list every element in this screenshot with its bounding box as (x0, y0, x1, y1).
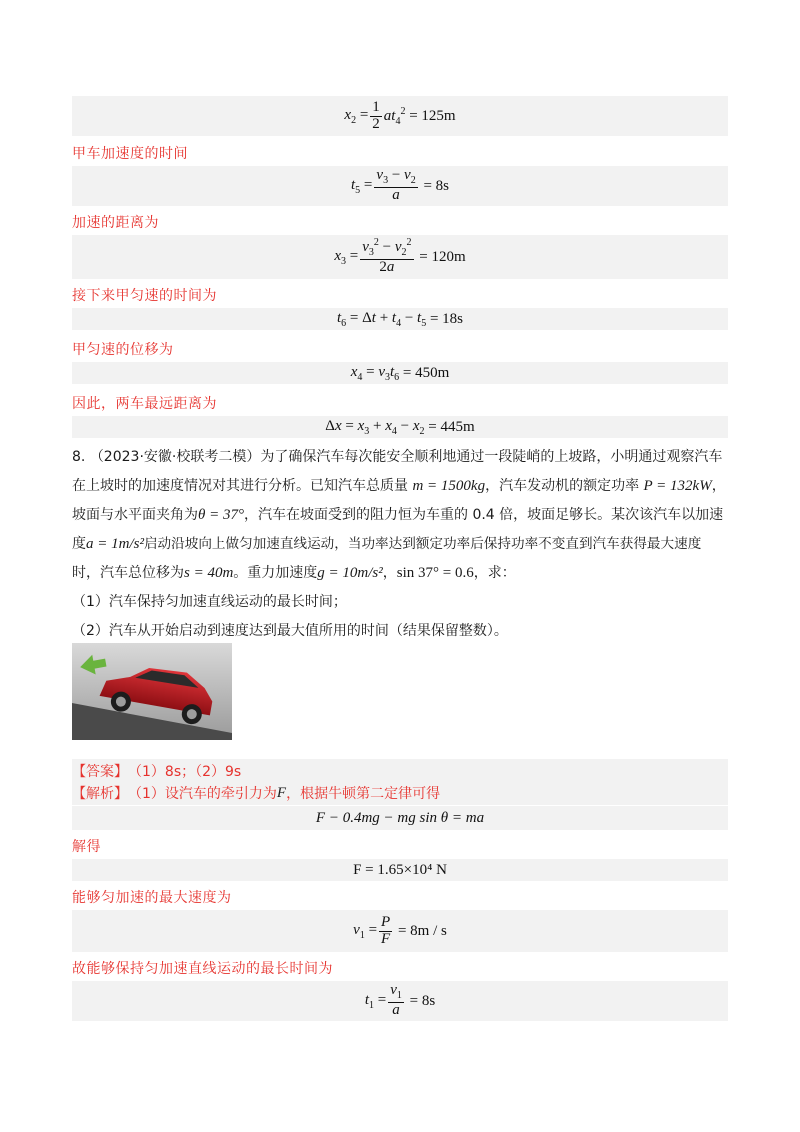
question-number: 8. (72, 449, 86, 465)
accel-value: a = 1m/s² (86, 536, 144, 552)
question-line-5: 时，汽车总位移为s = 40m。重力加速度g = 10m/s²，sin 37° = 0.6，求： (72, 565, 516, 581)
formula-x2-result: = 125m (409, 107, 456, 124)
label-max-distance: 因此，两车最远距离为 (72, 396, 217, 412)
question-line-2: 在上坡时的加速度情况对其进行分析。已知汽车总质量 m = 1500kg，汽车发动机的额定功率 P = 132kW， (72, 478, 726, 494)
formula-force (72, 859, 728, 881)
disp-value: s = 40m (184, 565, 234, 581)
formula-x4-result: = 450m (402, 364, 450, 381)
label-jia-uniform-disp: 甲匀速的位移为 (72, 342, 174, 358)
car-illustration (72, 643, 232, 740)
label-jia-uniform-time: 接下来甲匀速的时间为 (72, 288, 217, 304)
formula-v1-result: = 8m / s (397, 922, 447, 939)
label-max-time: 故能够保持匀加速直线运动的最长时间为 (72, 961, 333, 977)
question-line-3: 坡面与水平面夹角为θ = 37°，汽车在坡面受到的阻力恒为车重的 0.4 倍，坡面足够长。某次该汽车以加速 (72, 507, 724, 523)
answer-tag: 【答案】 (72, 764, 128, 780)
formula-x3-result: = 120m (419, 248, 466, 265)
label-max-speed: 能够匀加速的最大速度为 (72, 890, 232, 906)
answer-content: （1）8s；（2）9s (128, 764, 242, 780)
question-line-4: 度a = 1m/s²启动沿坡向上做匀加速直线运动，当功率达到额定功率后保持功率不变直到汽车获得最大速度 (72, 536, 702, 552)
question-8-text (72, 443, 732, 646)
formula-delta-x: $\Delta x = x_3 + x_4 - x_2$ = 445m (72, 416, 728, 438)
formula-t6: $t_6 = \Delta t + t_4 - t_5$ = 18s (72, 308, 728, 330)
sin-value: sin 37° = 0.6 (396, 565, 474, 581)
formula-t5: $t_5$ = $\frac{v_3 - v_2}{a}$ = 8s (72, 166, 728, 206)
formula-newton (72, 806, 728, 830)
car-on-slope-image (72, 643, 232, 740)
analysis-line: 【解析】 （1）设汽车的牵引力为 F ，根据牛顿第二定律可得 (72, 781, 728, 805)
formula-x4: $x_4 = v_3t_6$ = 450m (72, 362, 728, 384)
answer-line (72, 759, 728, 783)
formula-x3: $x_3$ = $\frac{v_3^2 - v_2^2}{2a}$ = 120m (72, 235, 728, 279)
formula-v1: $v_1$ = $\frac{P}{F}$ = 8m / s (72, 910, 728, 952)
label-solve: 解得 (72, 839, 101, 855)
analysis-tag: 【解析】 (72, 786, 128, 802)
label-jia-accel-time: 甲车加速度的时间 (72, 146, 188, 162)
label-accel-distance: 加速的距离为 (72, 215, 159, 231)
formula-t1: $t_1$ = $\frac{v_1}{a}$ = 8s (72, 981, 728, 1021)
question-source: （2023·安徽·校联考二模） (89, 449, 261, 465)
question-line-1: 8. （2023·安徽·校联考二模）为了确保汽车每次能安全顺利地通过一段陡峭的上坡路，小明通过观察汽车 (72, 449, 723, 465)
formula-x2: $x_2$ = $\frac{1}{2}$ $at_4^2$ = 125m (72, 96, 728, 136)
formula-newton-text: F − 0.4mg − mg sin θ = ma (315, 809, 485, 826)
angle-value: θ = 37° (198, 507, 244, 523)
formula-t1-result: = 8s (409, 992, 436, 1009)
formula-force-text: F = 1.65×10⁴ N (353, 861, 447, 878)
analysis-var-F: F (276, 784, 287, 801)
mass-value: m = 1500kg (412, 478, 486, 494)
sub-question-2: （2）汽车从开始启动到速度达到最大值所用的时间（结果保留整数）。 (72, 623, 508, 639)
gravity-value: g = 10m/s² (317, 565, 383, 581)
formula-delta-x-result: = 445m (428, 418, 475, 435)
power-value: P = 132kW (643, 478, 712, 494)
formula-t5-result: = 8s (423, 177, 449, 194)
formula-t6-result: = 18s (429, 310, 464, 327)
sub-question-1: （1）汽车保持匀加速直线运动的最长时间； (72, 594, 347, 610)
